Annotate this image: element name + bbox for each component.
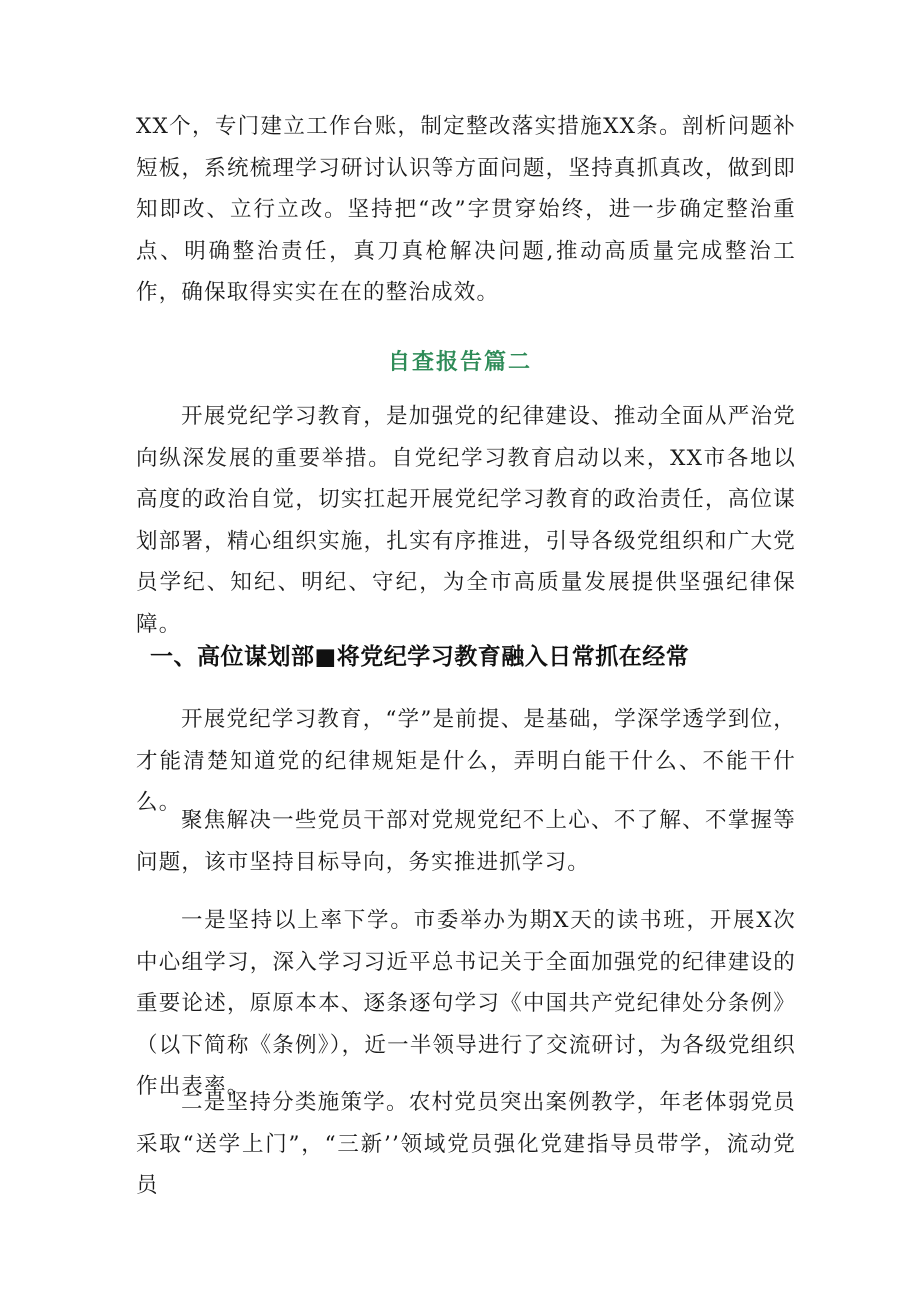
section-title: 自查报告篇二 bbox=[387, 349, 532, 375]
paragraph-5: 二是坚持分类施策学。农村党员突出案例教学，年老体弱党员采取“送学上门”，“三新’’领域党员强化党建指导员带学，流动党员 bbox=[136, 1090, 796, 1198]
paragraph-2: 开展党纪学习教育，“学”是前提、是基础，学深学透学到位，才能清楚知道党的纪律规矩是什么，弄明白能干什么、不能干什么。 bbox=[136, 707, 796, 815]
paragraph-1: 开展党纪学习教育，是加强党的纪律建设、推动全面从严治党向纵深发展的重要举措。自党纪学习教育启动以来，XX市各地以高度的政治自觉，切实扛起开展党纪学习教育的政治责任，高位谋划部署，精心组织实施，扎实有序推进，引导各级党组织和广大党员学纪、知纪、明纪、守纪，为全市高质量发展提供坚强纪律保障。 bbox=[136, 404, 796, 637]
paragraph-3: 聚焦解决一些党员干部对党规党纪不上心、不了解、不掌握等问题，该市坚持目标导向，务实推进抓学习。 bbox=[136, 808, 796, 875]
heading-1: 一、高位谋划部■将党纪学习教育融入日常抓在经常 bbox=[150, 644, 690, 670]
paragraph-4: 一是坚持以上率下学。市委举办为期X天的读书班，开展X次中心组学习，深入学习习近平总书记关于全面加强党的纪律建设的重要论述，原原本本、逐条逐句学习《中国共产党纪律处分条例》（以下简称《条例》），近一半领导进行了交流研讨，为各级党组织作出表率。 bbox=[136, 908, 796, 1099]
intro-paragraph: XX个，专门建立工作台账，制定整改落实措施XX条。剖析问题补短板，系统梳理学习研讨认识等方面问题，坚持真抓真改，做到即知即改、立行立改。坚持把“改”字贯穿始终，进一步确定整治重点、明确整治责任，真刀真枪解决问题,推动高质量完成整治工作，确保取得实实在在的整治成效。 bbox=[136, 114, 796, 305]
